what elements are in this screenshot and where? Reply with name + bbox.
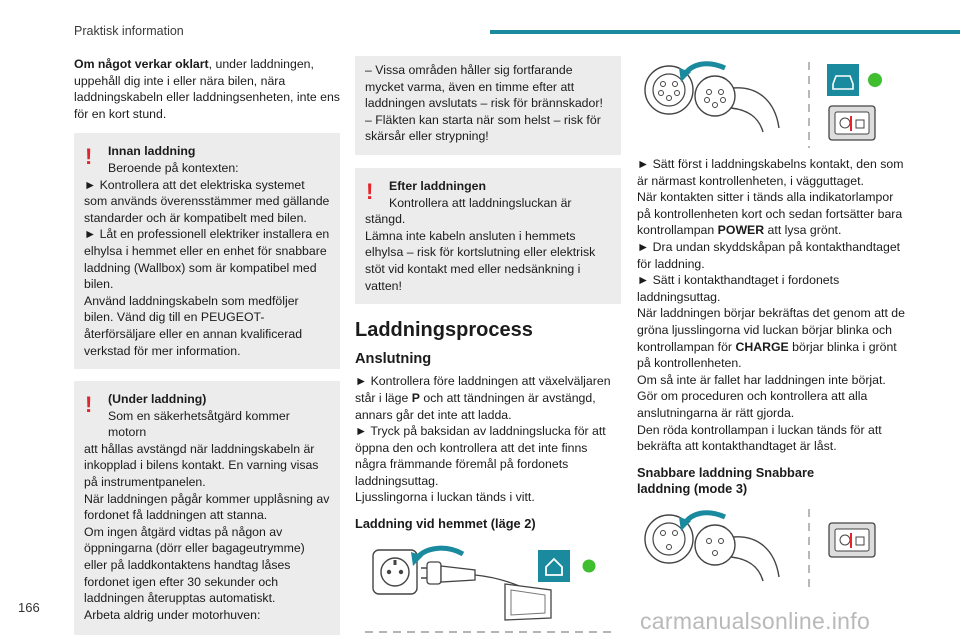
home-icon [538, 550, 570, 582]
plug-illustration [421, 562, 551, 620]
header-rule [490, 30, 960, 34]
text: När laddningen börjar bekräftas det genom att de gröna ljusslingorna vid luckan börjar blinka och kontrollampan för [637, 306, 905, 354]
warning-icon: ! [366, 178, 374, 204]
paragraph: ► Dra undan skyddskåpan på kontakthandtaget för laddning. ► Sätt i kontakthandtaget i fordonets laddningsuttag. [637, 239, 901, 304]
warning-box-during-charging [74, 381, 340, 635]
subsection-heading: Anslutning [355, 350, 432, 367]
warning-icon: ! [85, 144, 93, 170]
text: När kontakten sitter i tänds alla indikatorlampor på kontrollenheten kort och sedan fortsätter bara kontrollampan [637, 190, 903, 238]
text: och att tändningen är avstängd, annars går det inte att ladda. [355, 390, 596, 422]
text: att lysa grönt. [764, 223, 842, 238]
paragraph: ► Sätt först i laddningskabelns kontakt, den som är närmast kontrollenheten, i vägguttaget. [637, 157, 904, 188]
box-line: Som en säkerhetsåtgärd kommer motorn [108, 408, 290, 440]
text: börjar blinka i grönt på kontrollenheten. [637, 339, 897, 371]
watermark: carmanualsonline.info [640, 608, 871, 634]
text: ► Kontrollera före laddningen att växelväljaren står i läge [355, 374, 611, 405]
lock-panel-icon [829, 523, 875, 557]
gear-p-label: P [411, 390, 420, 405]
box-text: ► Kontrollera att det elektriska systemet som används överensstämmer med gällande standarder och är kompatibelt med bilen. ► Låt en professionell elektriker installera en elhylsa i hemmet eller en enhet för snabbare laddning (Wallbox) som är kompatibel med bilen. Använd laddningskabeln som medföljer bilen. Vänd dig till en PEUGEOT-återförsäljare eller en annan kvalificerad verkstad för mer information. [84, 177, 330, 358]
charge-label: CHARGE [735, 339, 789, 354]
paragraph [637, 305, 909, 371]
intro-paragraph [74, 56, 340, 122]
intro-text: , under laddningen, uppehåll dig inte i eller nära bilen, nära laddningskabeln eller laddningsenheten, inte ens för en kort stund. [74, 57, 340, 121]
box-text: att hållas avstängd när laddningskabeln är inkopplad i bilens kontakt. En varning visas på instrumentpanelen. När laddningen pågår kommer upplåsning av fordonet få laddningen att stanna. Om ingen åtgärd vidtas på någon av öppningarna (dörr eller bagageutrymme) eller på laddkontaktens handtag låses fordonet igen efter 30 sekunder och laddningen återupptas automatiskt. Arbeta aldrig under motorhuven: [84, 441, 330, 622]
power-label: POWER [717, 223, 765, 238]
subsection-heading-home: Laddning vid hemmet (läge 2) [355, 516, 536, 532]
warning-icon: ! [85, 392, 93, 418]
warning-box-before-charging [74, 133, 340, 369]
warning-box-after-charging [355, 168, 621, 304]
box-title: (Under laddning) [108, 392, 207, 407]
paragraph: ► Tryck på baksidan av laddningslucka för att öppna den och kontrollera att det inte finns några främmande föremål på fordonets laddningsuttag. Ljusslingorna i luckan tänds i vitt. [355, 424, 606, 505]
green-led-icon [868, 73, 882, 87]
box-line: Kontrollera att laddningsluckan är [389, 195, 572, 210]
box-title: Efter laddningen [389, 178, 487, 193]
column-2 [355, 56, 621, 634]
box-line: Beroende på kontexten: [108, 160, 239, 175]
section-heading: Laddningsprocess [355, 319, 533, 342]
paragraph [637, 189, 909, 239]
box-title: Innan laddning [108, 144, 196, 159]
charging-connector-illustration [695, 76, 779, 132]
lock-panel-icon [829, 106, 875, 140]
column-3 [637, 56, 909, 587]
box-text: – Vissa områden håller sig fortfarande mycket varma, även en timme efter att laddningen avslutats – risk för brännskador! – Fläkten kan starta när som helst – risk för skärsår eller strypning! [365, 63, 603, 144]
car-icon [827, 64, 859, 96]
wall-socket-icon [373, 550, 417, 594]
box-text: stängd. Lämna inte kabeln ansluten i hemmets elhylsa – risk för kortslutning eller elektrisk stöt vid kontakt med eller nedsänkning i vatten! [365, 212, 596, 293]
vehicle-socket-illustration [637, 56, 909, 148]
subsection-heading-fast: Snabbare laddning Snabbare laddning (mode 3) [637, 464, 815, 496]
green-led-icon [583, 560, 596, 573]
intro-bold: Om något verkar oklart [74, 57, 209, 71]
home-charging-illustration [355, 540, 621, 634]
column-1 [74, 56, 340, 635]
warning-box-continued [355, 56, 621, 155]
header-title: Praktisk information [74, 24, 184, 38]
paragraph [355, 373, 621, 423]
paragraph: Om så inte är fallet har laddningen inte börjat. Gör om proceduren och kontrollera att alla anslutningarna är rätt gjorda. Den röda kontrollampan i luckan tänds för att bekräfta att kontakthandtaget är låst. [637, 372, 886, 454]
page-number: 166 [18, 600, 40, 615]
fast-charging-illustration [637, 505, 909, 587]
